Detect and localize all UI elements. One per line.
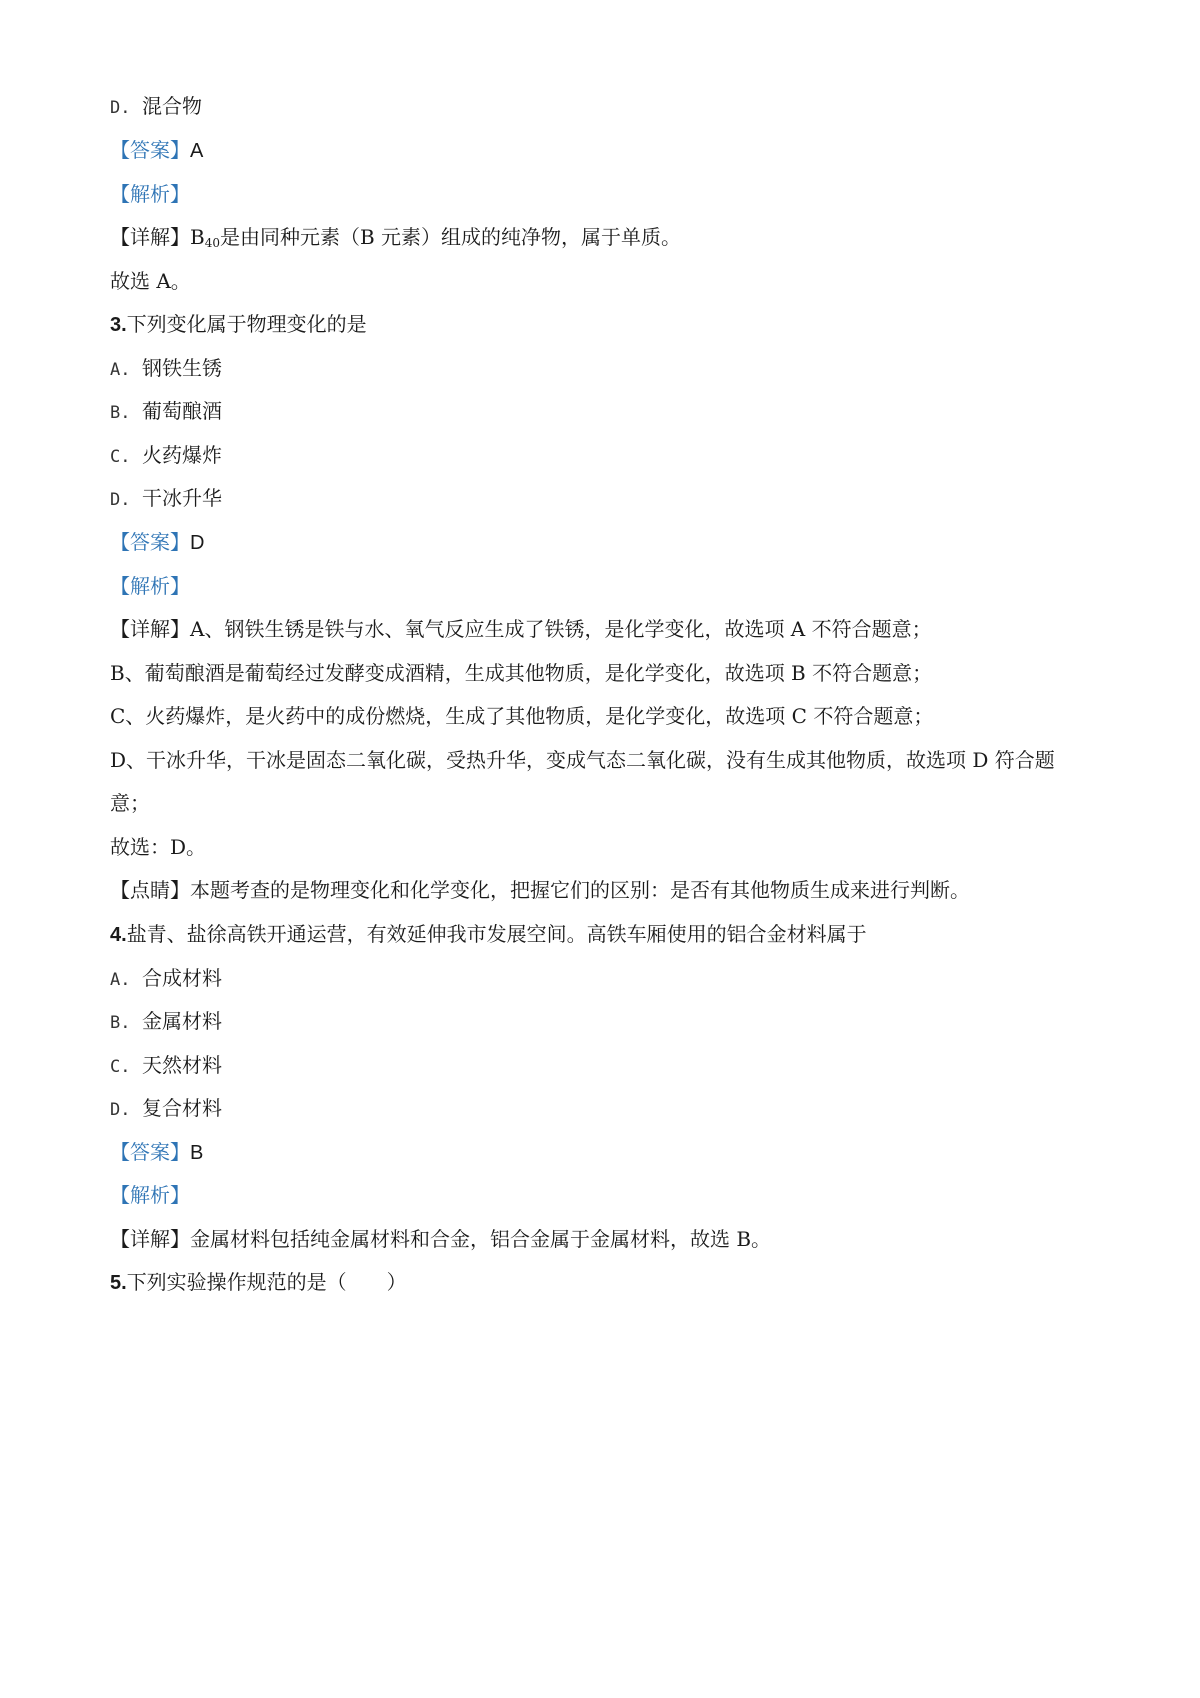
question-3-stem — [110, 310, 367, 339]
detail-text: 【详解】金属材料包括纯金属材料和合金，铝合金属于金属材料，故选 B。 — [110, 1227, 772, 1251]
q3-detail-line-4 — [110, 746, 1055, 774]
q3-choose-line — [110, 833, 206, 861]
detail-line — [110, 223, 681, 251]
analysis-tag: 【解析】 — [110, 574, 190, 598]
answer-value: D — [190, 532, 205, 554]
option-letter: B. — [110, 403, 131, 423]
q4-option-c — [110, 1051, 222, 1081]
option-letter: A. — [110, 360, 131, 380]
analysis-tag: 【解析】 — [110, 182, 190, 206]
option-text: 金属材料 — [142, 1009, 222, 1033]
detail-text: D、干冰升华，干冰是固态二氧化碳，受热升华，变成气态二氧化碳，没有生成其他物质，故选项 D 符合题 — [110, 748, 1055, 772]
q3-option-d — [110, 484, 222, 514]
detail-text: B、葡萄酿酒是葡萄经过发酵变成酒精，生成其他物质，是化学变化，故选项 B 不符合题意； — [110, 661, 933, 685]
q4-option-b — [110, 1007, 222, 1037]
q3-analysis-tag-line — [110, 572, 190, 600]
formula-subscript: 40 — [204, 236, 220, 250]
q4-answer-line — [110, 1138, 203, 1167]
question-text: 下列实验操作规范的是（ ） — [126, 1270, 407, 1294]
option-text: 合成材料 — [142, 966, 222, 990]
question-4-stem — [110, 920, 867, 949]
q3-answer-line — [110, 528, 204, 557]
question-number: 5. — [110, 1272, 127, 1294]
question-number: 3. — [110, 314, 127, 336]
q3-detail-line-3 — [110, 702, 933, 730]
answer-tag: 【答案】 — [110, 530, 190, 554]
answer-tag: 【答案】 — [110, 138, 190, 162]
option-text: 天然材料 — [142, 1053, 222, 1077]
q3-option-c — [110, 441, 222, 471]
detail-text: 意； — [110, 791, 150, 815]
q4-option-d — [110, 1094, 222, 1124]
question-text: 下列变化属于物理变化的是 — [126, 312, 367, 336]
option-letter: C. — [110, 447, 131, 467]
q4-analysis-tag-line — [110, 1181, 190, 1209]
q3-option-b — [110, 397, 222, 427]
q4-detail-line — [110, 1225, 771, 1253]
option-d — [110, 92, 202, 122]
question-number: 4. — [110, 924, 127, 946]
option-letter: D. — [110, 490, 131, 510]
option-letter: D. — [110, 1100, 131, 1120]
formula-b: B — [190, 225, 205, 249]
analysis-tag-line — [110, 180, 190, 208]
option-letter: C. — [110, 1057, 131, 1077]
choose-line — [110, 267, 191, 295]
q3-detail-line-1 — [110, 615, 932, 643]
answer-line — [110, 136, 203, 165]
option-text: 钢铁生锈 — [142, 356, 222, 380]
option-letter: B. — [110, 1013, 131, 1033]
option-text: 混合物 — [142, 94, 202, 118]
analysis-tag: 【解析】 — [110, 1183, 190, 1207]
q3-detail-line-5 — [110, 789, 150, 817]
q4-option-a — [110, 964, 222, 994]
detail-text: 是由同种元素（B 元素）组成的纯净物，属于单质。 — [219, 225, 682, 249]
q3-option-a — [110, 354, 222, 384]
option-text: 葡萄酿酒 — [142, 399, 222, 423]
option-text: 干冰升华 — [142, 486, 222, 510]
option-text: 复合材料 — [142, 1096, 222, 1120]
comment-text: 【点睛】本题考查的是物理变化和化学变化，把握它们的区别：是否有其他物质生成来进行判断。 — [110, 878, 970, 902]
detail-tag: 【详解】 — [110, 225, 190, 249]
answer-tag: 【答案】 — [110, 1140, 190, 1164]
option-letter: A. — [110, 970, 131, 990]
q3-comment-line — [110, 876, 970, 904]
choose-text: 故选 A。 — [110, 269, 191, 293]
answer-value: A — [190, 140, 204, 162]
detail-text: 【详解】A、钢铁生锈是铁与水、氧气反应生成了铁锈，是化学变化，故选项 A 不符合题意； — [110, 617, 932, 641]
q3-detail-line-2 — [110, 659, 932, 687]
option-text: 火药爆炸 — [142, 443, 222, 467]
question-text: 盐青、盐徐高铁开通运营，有效延伸我市发展空间。高铁车厢使用的铝合金材料属于 — [126, 922, 867, 946]
question-5-stem — [110, 1268, 407, 1297]
choose-text: 故选：D。 — [110, 835, 207, 859]
option-letter: D. — [110, 98, 131, 118]
answer-value: B — [190, 1142, 204, 1164]
detail-text: C、火药爆炸，是火药中的成份燃烧，生成了其他物质，是化学变化，故选项 C 不符合题意； — [110, 704, 934, 728]
